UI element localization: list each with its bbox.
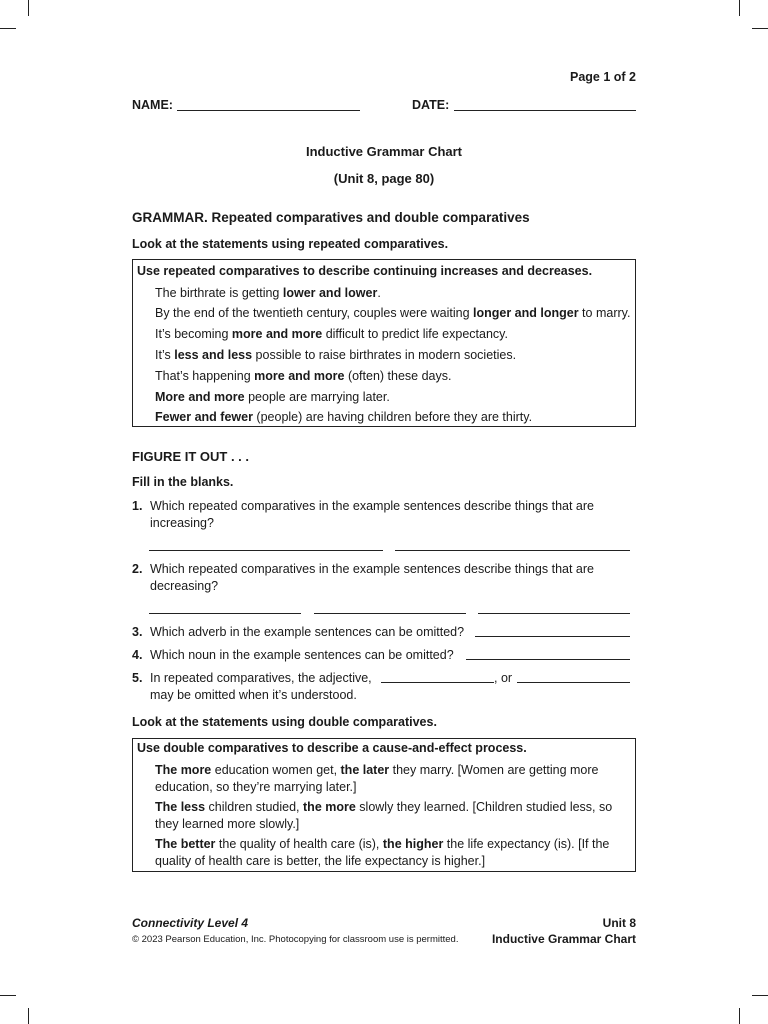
page-title: Inductive Grammar Chart bbox=[305, 144, 463, 159]
crop-mark bbox=[0, 995, 16, 996]
footer-unit: Unit 8 bbox=[602, 916, 636, 930]
example-sentence: By the end of the twentieth century, couples were waiting longer and longer to marry. bbox=[155, 306, 631, 320]
question-text: Which repeated comparatives in the example sentences describe things that are decreasing? bbox=[150, 562, 594, 593]
footer-copyright: © 2023 Pearson Education, Inc. Photocopying for classroom use is permitted. bbox=[132, 934, 459, 945]
question-text: Which repeated comparatives in the example sentences describe things that are increasing? bbox=[150, 499, 594, 530]
example-sentence: It’s less and less possible to raise birthrates in modern societies. bbox=[155, 348, 517, 362]
question-text: may be omitted when it’s understood. bbox=[150, 688, 357, 702]
question-number: 2. bbox=[132, 562, 143, 576]
instruction-repeated: Look at the statements using repeated comparatives. bbox=[132, 237, 449, 251]
question-number: 3. bbox=[132, 625, 143, 639]
answer-blank[interactable] bbox=[314, 613, 466, 614]
question-text: , or bbox=[494, 671, 513, 685]
crop-mark bbox=[739, 0, 740, 16]
example-sentence: That’s happening more and more (often) these days. bbox=[155, 369, 452, 383]
question-number: 4. bbox=[132, 648, 143, 662]
answer-blank[interactable] bbox=[517, 682, 630, 683]
crop-mark bbox=[28, 1008, 29, 1024]
footer-book-title: Connectivity Level 4 bbox=[132, 916, 249, 930]
answer-blank[interactable] bbox=[149, 550, 383, 551]
example-sentence: The less children studied, the more slowly they learned. [Children studied less, so they learned more slowly.] bbox=[155, 800, 613, 831]
section-heading: GRAMMAR. Repeated comparatives and double comparatives bbox=[132, 210, 530, 225]
example-sentence: More and more people are marrying later. bbox=[155, 390, 390, 404]
page-subtitle: (Unit 8, page 80) bbox=[333, 171, 435, 186]
date-field[interactable] bbox=[454, 110, 636, 111]
fill-instruction: Fill in the blanks. bbox=[132, 475, 234, 489]
crop-mark bbox=[0, 28, 16, 29]
name-field[interactable] bbox=[177, 110, 360, 111]
example-sentence: Fewer and fewer (people) are having children before they are thirty. bbox=[155, 410, 533, 424]
answer-blank[interactable] bbox=[466, 659, 630, 660]
question-text: Which adverb in the example sentences can be omitted? bbox=[150, 625, 465, 639]
name-label: NAME: bbox=[132, 98, 173, 112]
date-label: DATE: bbox=[412, 98, 450, 112]
footer-chart-title: Inductive Grammar Chart bbox=[491, 932, 636, 946]
example-sentence: The more education women get, the later they marry. [Women are getting more education, so they’re marrying later.] bbox=[155, 763, 599, 794]
box1-heading: Use repeated comparatives to describe continuing increases and decreases. bbox=[137, 264, 593, 278]
example-sentence: It’s becoming more and more difficult to predict life expectancy. bbox=[155, 327, 508, 341]
answer-blank[interactable] bbox=[381, 682, 494, 683]
question-text: Which noun in the example sentences can be omitted? bbox=[150, 648, 454, 662]
answer-blank[interactable] bbox=[475, 636, 630, 637]
answer-blank[interactable] bbox=[478, 613, 630, 614]
crop-mark bbox=[28, 0, 29, 16]
question-number: 5. bbox=[132, 671, 143, 685]
crop-mark bbox=[752, 28, 768, 29]
figure-it-out-heading: FIGURE IT OUT . . . bbox=[132, 449, 249, 464]
question-text: In repeated comparatives, the adjective, bbox=[150, 671, 372, 685]
example-sentence: The birthrate is getting lower and lower. bbox=[155, 286, 381, 300]
box2-heading: Use double comparatives to describe a cause-and-effect process. bbox=[137, 741, 527, 755]
crop-mark bbox=[739, 1008, 740, 1024]
instruction-double: Look at the statements using double comparatives. bbox=[132, 715, 437, 729]
example-sentence: The better the quality of health care (is), the higher the life expectancy (is). [If the quality of health care is better, the life expectancy is higher.] bbox=[155, 837, 610, 868]
crop-mark bbox=[752, 995, 768, 996]
page-number: Page 1 of 2 bbox=[570, 70, 636, 84]
answer-blank[interactable] bbox=[395, 550, 630, 551]
answer-blank[interactable] bbox=[149, 613, 301, 614]
question-number: 1. bbox=[132, 499, 143, 513]
